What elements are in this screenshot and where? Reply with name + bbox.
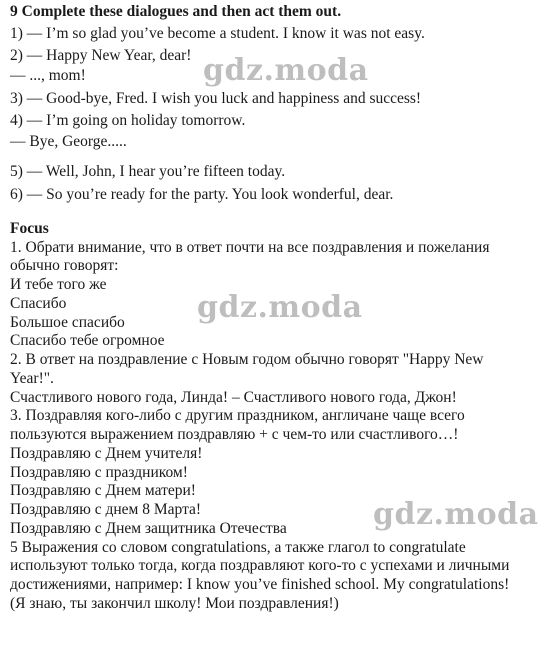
focus-line: Большое спасибо bbox=[10, 314, 125, 331]
dialogue-line: 6) — So you’re ready for the party. You look wonderful, dear. bbox=[10, 186, 394, 203]
focus-line: Поздравляю с праздником! bbox=[10, 464, 188, 481]
focus-line: Поздравляю с Днем матери! bbox=[10, 482, 196, 499]
dialogue-line: 5) — Well, John, I hear you’re fifteen today. bbox=[10, 163, 286, 180]
focus-line: Поздравляю с Днем защитника Отечества bbox=[10, 520, 287, 537]
exercise-heading: 9 Complete these dialogues and then act them out. bbox=[10, 3, 342, 20]
focus-line: пользуются выражением поздравляю + с чем-то или счастливого…! bbox=[10, 426, 459, 443]
focus-line: 1. Обрати внимание, что в ответ почти на все поздравления и пожелания bbox=[10, 239, 490, 256]
dialogue-line: 2) — Happy New Year, dear! bbox=[10, 47, 192, 64]
focus-line: обычно говорят: bbox=[10, 257, 119, 274]
focus-line: достижениями, например: I know you’ve finished school. My congratulations! bbox=[10, 576, 510, 593]
dialogue-line: — ..., mom! bbox=[10, 67, 86, 84]
focus-line: используют только тогда, когда поздравляют кого-то с успехами и личными bbox=[10, 557, 510, 574]
watermark: gdz.moda bbox=[197, 290, 363, 325]
watermark: gdz.moda bbox=[203, 53, 369, 88]
focus-line: 2. В ответ на поздравление с Новым годом обычно говорят "Happy New bbox=[10, 351, 484, 368]
focus-line: Year!". bbox=[10, 370, 54, 387]
dialogue-line: — Bye, George..... bbox=[10, 133, 127, 150]
watermark: gdz.moda bbox=[373, 497, 539, 532]
focus-line: 5 Выражения со словом congratulations, а также глагол to congratulate bbox=[10, 539, 466, 556]
focus-line: (Я знаю, ты закончил школу! Мои поздравления!) bbox=[10, 595, 339, 612]
dialogue-line: 4) — I’m going on holiday tomorrow. bbox=[10, 112, 246, 129]
focus-line: Счастливого нового года, Линда! – Счастливого нового года, Джон! bbox=[10, 389, 457, 406]
focus-heading: Focus bbox=[10, 220, 49, 237]
focus-line: Поздравляю с днем 8 Марта! bbox=[10, 501, 202, 518]
focus-line: И тебе того же bbox=[10, 276, 107, 293]
focus-line: 3. Поздравляя кого-либо с другим праздником, англичане чаще всего bbox=[10, 407, 465, 424]
focus-line: Спасибо тебе огромное bbox=[10, 332, 165, 349]
dialogue-line: 3) — Good-bye, Fred. I wish you luck and happiness and success! bbox=[10, 90, 422, 107]
focus-line: Спасибо bbox=[10, 295, 67, 312]
dialogue-line: 1) — I’m so glad you’ve become a student. I know it was not easy. bbox=[10, 25, 425, 42]
focus-line: Поздравляю с Днем учителя! bbox=[10, 445, 203, 462]
